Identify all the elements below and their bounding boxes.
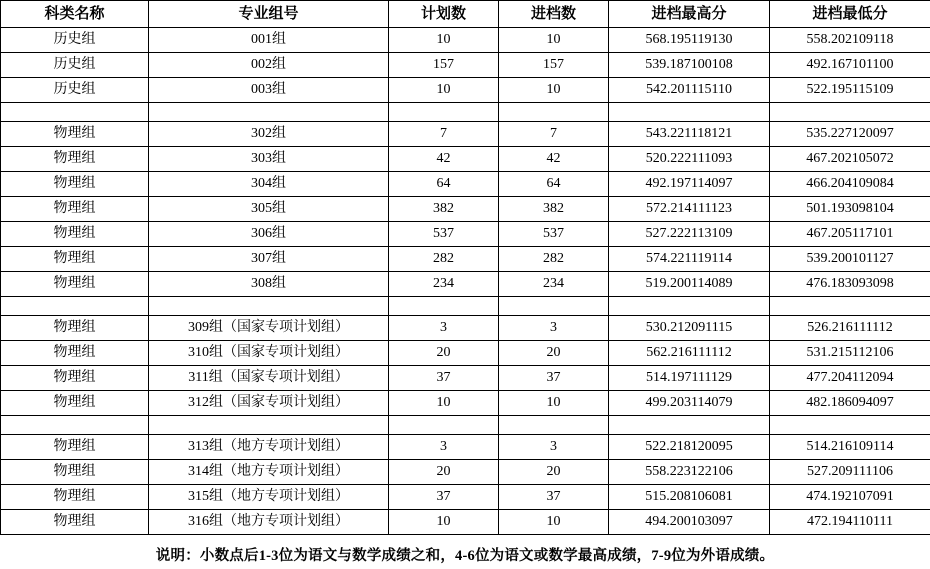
cell-group: 306组	[149, 222, 389, 247]
cell-category: 物理组	[1, 391, 149, 416]
cell-min-score: 492.167101100	[770, 53, 930, 78]
cell-category: 物理组	[1, 147, 149, 172]
cell-min-score: 527.209111106	[770, 460, 930, 485]
cell-plan-count: 20	[389, 460, 499, 485]
empty-cell	[149, 103, 389, 122]
empty-cell	[499, 416, 609, 435]
cell-category: 物理组	[1, 247, 149, 272]
cell-max-score: 542.201115110	[609, 78, 770, 103]
empty-cell	[389, 297, 499, 316]
empty-cell	[389, 103, 499, 122]
column-header-min-score: 进档最低分	[770, 1, 930, 28]
cell-plan-count: 537	[389, 222, 499, 247]
cell-category: 物理组	[1, 341, 149, 366]
cell-plan-count: 7	[389, 122, 499, 147]
cell-entered-count: 537	[499, 222, 609, 247]
table-row	[1, 366, 930, 391]
cell-min-score: 535.227120097	[770, 122, 930, 147]
table-row	[1, 28, 930, 53]
cell-category: 物理组	[1, 485, 149, 510]
cell-min-score: 531.215112106	[770, 341, 930, 366]
cell-min-score: 482.186094097	[770, 391, 930, 416]
cell-plan-count: 234	[389, 272, 499, 297]
cell-group: 302组	[149, 122, 389, 147]
cell-max-score: 515.208106081	[609, 485, 770, 510]
cell-min-score: 539.200101127	[770, 247, 930, 272]
cell-entered-count: 234	[499, 272, 609, 297]
empty-cell	[389, 416, 499, 435]
cell-entered-count: 20	[499, 460, 609, 485]
cell-max-score: 492.197114097	[609, 172, 770, 197]
cell-plan-count: 10	[389, 510, 499, 535]
cell-entered-count: 10	[499, 78, 609, 103]
cell-plan-count: 10	[389, 391, 499, 416]
cell-category: 物理组	[1, 272, 149, 297]
cell-min-score: 501.193098104	[770, 197, 930, 222]
cell-group: 309组（国家专项计划组）	[149, 316, 389, 341]
table-row	[1, 247, 930, 272]
table-row	[1, 272, 930, 297]
cell-max-score: 519.200114089	[609, 272, 770, 297]
empty-cell	[609, 297, 770, 316]
cell-category: 物理组	[1, 172, 149, 197]
cell-entered-count: 157	[499, 53, 609, 78]
empty-cell	[770, 103, 930, 122]
cell-max-score: 499.203114079	[609, 391, 770, 416]
table-spacer-row	[1, 103, 930, 122]
cell-entered-count: 10	[499, 28, 609, 53]
cell-entered-count: 37	[499, 485, 609, 510]
cell-entered-count: 20	[499, 341, 609, 366]
cell-max-score: 562.216111112	[609, 341, 770, 366]
column-header-category: 科类名称	[1, 1, 149, 28]
table-header	[1, 1, 930, 28]
cell-min-score: 522.195115109	[770, 78, 930, 103]
table-row	[1, 460, 930, 485]
table-row	[1, 435, 930, 460]
table-row	[1, 316, 930, 341]
cell-max-score: 539.187100108	[609, 53, 770, 78]
cell-group: 002组	[149, 53, 389, 78]
cell-group: 304组	[149, 172, 389, 197]
empty-cell	[609, 416, 770, 435]
cell-max-score: 574.221119114	[609, 247, 770, 272]
cell-entered-count: 3	[499, 316, 609, 341]
cell-category: 物理组	[1, 510, 149, 535]
column-header-max-score: 进档最高分	[609, 1, 770, 28]
cell-entered-count: 42	[499, 147, 609, 172]
table-row	[1, 197, 930, 222]
cell-category: 物理组	[1, 366, 149, 391]
cell-group: 003组	[149, 78, 389, 103]
cell-group: 312组（国家专项计划组）	[149, 391, 389, 416]
cell-category: 物理组	[1, 460, 149, 485]
cell-max-score: 558.223122106	[609, 460, 770, 485]
empty-cell	[609, 103, 770, 122]
cell-max-score: 530.212091115	[609, 316, 770, 341]
column-header-entered-count: 进档数	[499, 1, 609, 28]
cell-plan-count: 382	[389, 197, 499, 222]
cell-max-score: 543.221118121	[609, 122, 770, 147]
empty-cell	[1, 416, 149, 435]
table-row	[1, 122, 930, 147]
cell-entered-count: 10	[499, 391, 609, 416]
cell-min-score: 466.204109084	[770, 172, 930, 197]
column-header-group: 专业组号	[149, 1, 389, 28]
cell-max-score: 572.214111123	[609, 197, 770, 222]
cell-plan-count: 282	[389, 247, 499, 272]
table-row	[1, 391, 930, 416]
cell-entered-count: 282	[499, 247, 609, 272]
empty-cell	[1, 297, 149, 316]
cell-plan-count: 64	[389, 172, 499, 197]
cell-min-score: 477.204112094	[770, 366, 930, 391]
empty-cell	[1, 103, 149, 122]
cell-max-score: 514.197111129	[609, 366, 770, 391]
table-body	[1, 28, 930, 535]
cell-entered-count: 10	[499, 510, 609, 535]
cell-category: 物理组	[1, 122, 149, 147]
table-row	[1, 147, 930, 172]
table-row	[1, 222, 930, 247]
cell-group: 316组（地方专项计划组）	[149, 510, 389, 535]
cell-max-score: 568.195119130	[609, 28, 770, 53]
table-row	[1, 53, 930, 78]
cell-entered-count: 64	[499, 172, 609, 197]
cell-category: 历史组	[1, 53, 149, 78]
cell-category: 物理组	[1, 316, 149, 341]
column-header-plan-count: 计划数	[389, 1, 499, 28]
empty-cell	[499, 297, 609, 316]
cell-entered-count: 7	[499, 122, 609, 147]
cell-plan-count: 3	[389, 316, 499, 341]
cell-plan-count: 157	[389, 53, 499, 78]
cell-entered-count: 37	[499, 366, 609, 391]
cell-group: 305组	[149, 197, 389, 222]
cell-max-score: 494.200103097	[609, 510, 770, 535]
cell-group: 314组（地方专项计划组）	[149, 460, 389, 485]
cell-entered-count: 3	[499, 435, 609, 460]
empty-cell	[149, 297, 389, 316]
cell-group: 001组	[149, 28, 389, 53]
cell-group: 308组	[149, 272, 389, 297]
cell-min-score: 526.216111112	[770, 316, 930, 341]
empty-cell	[499, 103, 609, 122]
cell-max-score: 522.218120095	[609, 435, 770, 460]
cell-category: 物理组	[1, 197, 149, 222]
cell-plan-count: 42	[389, 147, 499, 172]
table-row	[1, 78, 930, 103]
cell-min-score: 472.194110111	[770, 510, 930, 535]
cell-group: 313组（地方专项计划组）	[149, 435, 389, 460]
cell-category: 物理组	[1, 435, 149, 460]
cell-plan-count: 10	[389, 28, 499, 53]
cell-group: 311组（国家专项计划组）	[149, 366, 389, 391]
cell-max-score: 527.222113109	[609, 222, 770, 247]
table-header-row	[1, 1, 930, 28]
cell-max-score: 520.222111093	[609, 147, 770, 172]
table-row	[1, 485, 930, 510]
cell-min-score: 467.202105072	[770, 147, 930, 172]
cell-plan-count: 20	[389, 341, 499, 366]
table-row	[1, 341, 930, 366]
empty-cell	[770, 416, 930, 435]
cell-plan-count: 10	[389, 78, 499, 103]
cell-min-score: 474.192107091	[770, 485, 930, 510]
table-row	[1, 510, 930, 535]
empty-cell	[770, 297, 930, 316]
empty-cell	[149, 416, 389, 435]
cell-min-score: 467.205117101	[770, 222, 930, 247]
cell-group: 307组	[149, 247, 389, 272]
cell-category: 历史组	[1, 78, 149, 103]
cell-plan-count: 3	[389, 435, 499, 460]
cell-plan-count: 37	[389, 485, 499, 510]
cell-min-score: 476.183093098	[770, 272, 930, 297]
cell-category: 历史组	[1, 28, 149, 53]
cell-plan-count: 37	[389, 366, 499, 391]
table-row	[1, 172, 930, 197]
cell-group: 310组（国家专项计划组）	[149, 341, 389, 366]
table-note: 说明：小数点后1-3位为语文与数学成绩之和，4-6位为语文或数学最高成绩，7-9位为外语成绩。	[155, 548, 775, 564]
cell-group: 315组（地方专项计划组）	[149, 485, 389, 510]
table-spacer-row	[1, 416, 930, 435]
cell-category: 物理组	[1, 222, 149, 247]
cell-min-score: 558.202109118	[770, 28, 930, 53]
table-spacer-row	[1, 297, 930, 316]
cell-min-score: 514.216109114	[770, 435, 930, 460]
cell-group: 303组	[149, 147, 389, 172]
cell-entered-count: 382	[499, 197, 609, 222]
